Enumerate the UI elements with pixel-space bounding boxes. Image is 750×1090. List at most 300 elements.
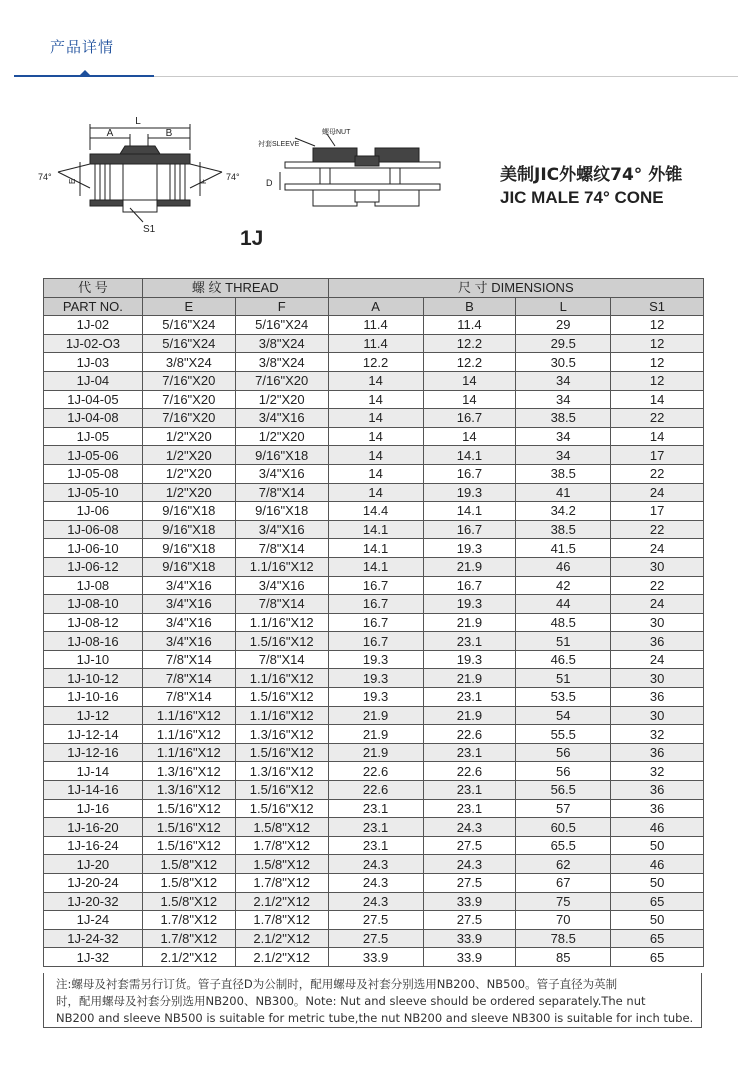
cell-thread-e: 1/2"X20: [142, 464, 235, 483]
cell-dim-s1: 36: [611, 781, 704, 800]
cell-thread-f: 1.5/16"X12: [235, 688, 328, 707]
cell-part-no: 1J-20: [44, 855, 143, 874]
cell-part-no: 1J-12-14: [44, 725, 143, 744]
cell-dim-s1: 36: [611, 799, 704, 818]
table-row: [44, 576, 704, 595]
cell-thread-e: 5/16"X24: [142, 316, 235, 335]
cell-dim-s1: 22: [611, 409, 704, 428]
cell-thread-e: 1.7/8"X12: [142, 929, 235, 948]
table-row: [44, 371, 704, 390]
cell-dim-a: 24.3: [328, 855, 423, 874]
cell-dim-b: 19.3: [423, 595, 516, 614]
cell-dim-l: 29: [516, 316, 611, 335]
cell-dim-s1: 36: [611, 632, 704, 651]
cell-dim-b: 16.7: [423, 464, 516, 483]
label-angle-right: 74°: [226, 172, 240, 182]
cell-dim-l: 62: [516, 855, 611, 874]
cell-thread-e: 1.3/16"X12: [142, 781, 235, 800]
table-row: [44, 650, 704, 669]
cell-part-no: 1J-12-16: [44, 743, 143, 762]
label-D: D: [266, 178, 273, 188]
cell-dim-l: 78.5: [516, 929, 611, 948]
cell-dim-s1: 17: [611, 446, 704, 465]
cell-dim-a: 19.3: [328, 669, 423, 688]
product-title-cn: 美制JIC外螺纹74° 外锥: [500, 165, 683, 185]
table-row: [44, 799, 704, 818]
cell-thread-f: 3/4"X16: [235, 409, 328, 428]
cell-thread-e: 3/4"X16: [142, 613, 235, 632]
cell-dim-b: 33.9: [423, 948, 516, 967]
cell-dim-b: 21.9: [423, 706, 516, 725]
cell-thread-e: 7/8"X14: [142, 688, 235, 707]
cell-dim-b: 24.3: [423, 855, 516, 874]
cell-thread-e: 1.1/16"X12: [142, 725, 235, 744]
label-A: A: [106, 128, 114, 139]
cell-dim-b: 19.3: [423, 539, 516, 558]
cell-thread-e: 3/4"X16: [142, 576, 235, 595]
label-E: E: [68, 178, 77, 184]
cell-dim-s1: 36: [611, 743, 704, 762]
cell-dim-l: 46.5: [516, 650, 611, 669]
cell-thread-e: 7/16"X20: [142, 371, 235, 390]
cell-part-no: 1J-10-16: [44, 688, 143, 707]
table-row: [44, 390, 704, 409]
table-row: [44, 316, 704, 335]
cell-part-no: 1J-24: [44, 911, 143, 930]
cell-dim-b: 21.9: [423, 613, 516, 632]
cell-thread-e: 1/2"X20: [142, 446, 235, 465]
cell-dim-b: 16.7: [423, 576, 516, 595]
note-line-2: 时，配用螺母及衬套分别选用NB200、NB300。Note: Nut and sleeve should be ordered separately.The nut: [56, 994, 646, 1008]
col-header-L: L: [516, 297, 611, 316]
cell-thread-f: 3/4"X16: [235, 576, 328, 595]
cell-part-no: 1J-14-16: [44, 781, 143, 800]
cell-thread-e: 1.5/16"X12: [142, 799, 235, 818]
table-row: [44, 836, 704, 855]
cell-dim-s1: 50: [611, 836, 704, 855]
cell-dim-b: 27.5: [423, 911, 516, 930]
cell-dim-s1: 12: [611, 316, 704, 335]
cell-dim-s1: 12: [611, 371, 704, 390]
cell-dim-l: 44: [516, 595, 611, 614]
cell-part-no: 1J-08-16: [44, 632, 143, 651]
cell-thread-e: 3/4"X16: [142, 632, 235, 651]
cell-dim-l: 65.5: [516, 836, 611, 855]
table-header-row-2: [44, 297, 704, 316]
cell-dim-s1: 30: [611, 706, 704, 725]
cell-part-no: 1J-04: [44, 371, 143, 390]
cell-dim-l: 34.2: [516, 502, 611, 521]
cell-dim-b: 12.2: [423, 334, 516, 353]
cell-part-no: 1J-12: [44, 706, 143, 725]
cell-dim-b: 14.1: [423, 446, 516, 465]
cell-thread-e: 5/16"X24: [142, 334, 235, 353]
table-row: [44, 911, 704, 930]
cell-thread-f: 7/16"X20: [235, 371, 328, 390]
cell-dim-a: 21.9: [328, 706, 423, 725]
cell-part-no: 1J-10: [44, 650, 143, 669]
cell-dim-s1: 12: [611, 353, 704, 372]
cell-dim-a: 21.9: [328, 743, 423, 762]
cell-thread-f: 1.5/8"X12: [235, 855, 328, 874]
cell-dim-a: 16.7: [328, 595, 423, 614]
cell-part-no: 1J-03: [44, 353, 143, 372]
cell-part-no: 1J-02-O3: [44, 334, 143, 353]
cell-dim-l: 60.5: [516, 818, 611, 837]
cell-dim-l: 56.5: [516, 781, 611, 800]
label-S1: S1: [143, 224, 156, 235]
table-row: [44, 948, 704, 967]
col-header-A: A: [328, 297, 423, 316]
cell-dim-s1: 46: [611, 855, 704, 874]
cell-dim-s1: 65: [611, 892, 704, 911]
cell-dim-s1: 30: [611, 669, 704, 688]
label-F: F: [199, 179, 208, 184]
cell-part-no: 1J-05-08: [44, 464, 143, 483]
header-accent-bar: [14, 75, 154, 77]
table-row: [44, 781, 704, 800]
cell-dim-l: 55.5: [516, 725, 611, 744]
table-row: [44, 688, 704, 707]
cell-thread-e: 1.1/16"X12: [142, 743, 235, 762]
cell-dim-l: 42: [516, 576, 611, 595]
cell-dim-l: 56: [516, 743, 611, 762]
cell-dim-l: 38.5: [516, 409, 611, 428]
cell-dim-a: 16.7: [328, 613, 423, 632]
cell-dim-a: 19.3: [328, 688, 423, 707]
cell-part-no: 1J-20-24: [44, 874, 143, 893]
cell-dim-a: 11.4: [328, 316, 423, 335]
cell-dim-l: 29.5: [516, 334, 611, 353]
cell-thread-e: 7/16"X20: [142, 390, 235, 409]
cell-dim-l: 34: [516, 446, 611, 465]
cell-part-no: 1J-05-06: [44, 446, 143, 465]
cell-dim-s1: 14: [611, 427, 704, 446]
cell-thread-f: 3/4"X16: [235, 464, 328, 483]
cell-dim-s1: 17: [611, 502, 704, 521]
cell-dim-s1: 24: [611, 483, 704, 502]
cell-dim-s1: 14: [611, 390, 704, 409]
table-row: [44, 446, 704, 465]
cell-thread-f: 1.1/16"X12: [235, 669, 328, 688]
cell-part-no: 1J-32: [44, 948, 143, 967]
cell-thread-f: 1.7/8"X12: [235, 911, 328, 930]
cell-dim-s1: 30: [611, 613, 704, 632]
note-line-3: NB200 and sleeve NB500 is suitable for metric tube,the nut NB200 and sleeve NB300 is suitable for inch tube.: [56, 1011, 694, 1025]
cell-dim-a: 24.3: [328, 892, 423, 911]
cell-thread-e: 1.5/16"X12: [142, 836, 235, 855]
cell-part-no: 1J-08-12: [44, 613, 143, 632]
cell-dim-a: 23.1: [328, 799, 423, 818]
cell-dim-a: 14: [328, 409, 423, 428]
header-thread: 螺 纹 THREAD: [142, 279, 328, 298]
cell-dim-b: 33.9: [423, 892, 516, 911]
table-row: [44, 874, 704, 893]
cell-thread-e: 1.1/16"X12: [142, 706, 235, 725]
cell-dim-a: 16.7: [328, 576, 423, 595]
label-B: B: [165, 128, 173, 139]
cell-dim-a: 23.1: [328, 818, 423, 837]
cell-dim-b: 19.3: [423, 650, 516, 669]
table-row: [44, 557, 704, 576]
cell-dim-b: 14: [423, 427, 516, 446]
table-row: [44, 725, 704, 744]
table-row: [44, 892, 704, 911]
cell-thread-e: 1/2"X20: [142, 483, 235, 502]
spec-table-body: [44, 316, 704, 967]
header-marker-triangle: [80, 70, 90, 75]
cell-thread-f: 3/8"X24: [235, 353, 328, 372]
cell-dim-a: 23.1: [328, 836, 423, 855]
cell-thread-f: 1/2"X20: [235, 390, 328, 409]
cell-thread-e: 2.1/2"X12: [142, 948, 235, 967]
cell-part-no: 1J-06-08: [44, 520, 143, 539]
cell-thread-e: 1.3/16"X12: [142, 762, 235, 781]
cell-dim-a: 27.5: [328, 929, 423, 948]
cell-thread-e: 7/8"X14: [142, 669, 235, 688]
header-dimensions: 尺 寸 DIMENSIONS: [328, 279, 703, 298]
cell-dim-s1: 65: [611, 948, 704, 967]
table-header-row-1: [44, 279, 704, 298]
table-row: [44, 632, 704, 651]
cell-thread-e: 7/8"X14: [142, 650, 235, 669]
col-header-S1: S1: [611, 297, 704, 316]
spec-table: [43, 278, 704, 967]
table-row: [44, 427, 704, 446]
cell-dim-a: 14: [328, 446, 423, 465]
cell-thread-f: 1.1/16"X12: [235, 557, 328, 576]
product-title-en: JIC MALE 74° CONE: [500, 188, 664, 207]
cell-thread-e: 7/16"X20: [142, 409, 235, 428]
table-row: [44, 706, 704, 725]
note-box: [43, 973, 702, 1028]
cell-thread-e: 9/16"X18: [142, 502, 235, 521]
cell-thread-f: 9/16"X18: [235, 446, 328, 465]
table-row: [44, 520, 704, 539]
cell-dim-a: 22.6: [328, 762, 423, 781]
cell-dim-s1: 22: [611, 576, 704, 595]
cell-thread-f: 2.1/2"X12: [235, 929, 328, 948]
cell-part-no: 1J-02: [44, 316, 143, 335]
cell-thread-f: 1.5/16"X12: [235, 632, 328, 651]
cell-part-no: 1J-08-10: [44, 595, 143, 614]
cell-part-no: 1J-04-05: [44, 390, 143, 409]
cell-thread-f: 1.5/16"X12: [235, 743, 328, 762]
table-row: [44, 855, 704, 874]
label-sleeve: 衬套SLEEVE: [258, 141, 300, 148]
cell-dim-l: 57: [516, 799, 611, 818]
cell-dim-l: 51: [516, 669, 611, 688]
cell-thread-e: 3/8"X24: [142, 353, 235, 372]
cell-thread-f: 3/4"X16: [235, 520, 328, 539]
cell-dim-a: 14.1: [328, 539, 423, 558]
cell-dim-b: 19.3: [423, 483, 516, 502]
cell-dim-l: 54: [516, 706, 611, 725]
cell-thread-e: 1.5/8"X12: [142, 874, 235, 893]
label-nut: 螺母NUT: [322, 129, 351, 136]
cell-thread-f: 9/16"X18: [235, 502, 328, 521]
cell-thread-f: 1.1/16"X12: [235, 706, 328, 725]
cell-dim-a: 21.9: [328, 725, 423, 744]
cell-thread-e: 1.5/8"X12: [142, 892, 235, 911]
cell-dim-b: 23.1: [423, 688, 516, 707]
cell-dim-l: 38.5: [516, 464, 611, 483]
table-row: [44, 743, 704, 762]
cell-dim-s1: 50: [611, 874, 704, 893]
table-row: [44, 669, 704, 688]
model-label: 1J: [240, 227, 264, 250]
cell-thread-f: 2.1/2"X12: [235, 892, 328, 911]
cell-thread-f: 7/8"X14: [235, 483, 328, 502]
col-header-E: E: [142, 297, 235, 316]
cell-thread-f: 1.7/8"X12: [235, 836, 328, 855]
cell-dim-s1: 32: [611, 725, 704, 744]
cell-dim-b: 23.1: [423, 632, 516, 651]
table-row: [44, 595, 704, 614]
table-row: [44, 929, 704, 948]
cell-dim-b: 23.1: [423, 799, 516, 818]
cell-dim-s1: 36: [611, 688, 704, 707]
cell-dim-a: 12.2: [328, 353, 423, 372]
cell-dim-b: 27.5: [423, 874, 516, 893]
cell-thread-f: 1.3/16"X12: [235, 762, 328, 781]
cell-dim-s1: 65: [611, 929, 704, 948]
cell-part-no: 1J-06-10: [44, 539, 143, 558]
cell-thread-f: 5/16"X24: [235, 316, 328, 335]
cell-dim-a: 33.9: [328, 948, 423, 967]
cell-dim-b: 27.5: [423, 836, 516, 855]
cell-dim-l: 51: [516, 632, 611, 651]
cell-dim-a: 14: [328, 483, 423, 502]
cell-dim-a: 14: [328, 371, 423, 390]
cell-part-no: 1J-24-32: [44, 929, 143, 948]
cell-dim-l: 70: [516, 911, 611, 930]
cell-dim-s1: 24: [611, 650, 704, 669]
cell-dim-a: 11.4: [328, 334, 423, 353]
cell-thread-f: 7/8"X14: [235, 539, 328, 558]
cell-dim-b: 12.2: [423, 353, 516, 372]
cell-dim-l: 41.5: [516, 539, 611, 558]
cell-dim-a: 14: [328, 427, 423, 446]
cell-thread-f: 2.1/2"X12: [235, 948, 328, 967]
cell-part-no: 1J-05-10: [44, 483, 143, 502]
cell-part-no: 1J-16: [44, 799, 143, 818]
table-row: [44, 353, 704, 372]
cell-part-no: 1J-04-08: [44, 409, 143, 428]
cell-dim-s1: 50: [611, 911, 704, 930]
cell-dim-a: 14.4: [328, 502, 423, 521]
table-row: [44, 464, 704, 483]
cell-thread-f: 7/8"X14: [235, 595, 328, 614]
cell-dim-s1: 30: [611, 557, 704, 576]
cell-part-no: 1J-20-32: [44, 892, 143, 911]
cell-thread-e: 9/16"X18: [142, 520, 235, 539]
cell-dim-a: 19.3: [328, 650, 423, 669]
cell-thread-f: 1.3/16"X12: [235, 725, 328, 744]
cell-part-no: 1J-10-12: [44, 669, 143, 688]
cell-thread-e: 1.7/8"X12: [142, 911, 235, 930]
cell-dim-b: 21.9: [423, 557, 516, 576]
cell-dim-l: 53.5: [516, 688, 611, 707]
table-row: [44, 502, 704, 521]
cell-thread-f: 1/2"X20: [235, 427, 328, 446]
col-header-F: F: [235, 297, 328, 316]
table-row: [44, 762, 704, 781]
cell-dim-a: 16.7: [328, 632, 423, 651]
cell-thread-f: 1.1/16"X12: [235, 613, 328, 632]
cell-dim-a: 22.6: [328, 781, 423, 800]
cell-dim-b: 33.9: [423, 929, 516, 948]
cell-thread-e: 1/2"X20: [142, 427, 235, 446]
cell-part-no: 1J-08: [44, 576, 143, 595]
cell-thread-e: 1.5/8"X12: [142, 855, 235, 874]
cell-thread-f: 7/8"X14: [235, 650, 328, 669]
section-title: 产品详情: [50, 38, 115, 56]
cell-thread-f: 1.5/8"X12: [235, 818, 328, 837]
header-code-cn: 代 号: [44, 279, 143, 298]
cell-dim-s1: 24: [611, 595, 704, 614]
cell-part-no: 1J-05: [44, 427, 143, 446]
cell-dim-b: 23.1: [423, 743, 516, 762]
cell-part-no: 1J-14: [44, 762, 143, 781]
cell-dim-b: 22.6: [423, 725, 516, 744]
label-angle-left: 74°: [38, 172, 52, 182]
table-row: [44, 483, 704, 502]
cell-dim-l: 41: [516, 483, 611, 502]
cell-part-no: 1J-06-12: [44, 557, 143, 576]
table-row: [44, 334, 704, 353]
cell-thread-e: 1.5/16"X12: [142, 818, 235, 837]
cell-thread-e: 9/16"X18: [142, 557, 235, 576]
cell-dim-b: 22.6: [423, 762, 516, 781]
cell-dim-a: 14.1: [328, 557, 423, 576]
cell-dim-l: 67: [516, 874, 611, 893]
cell-dim-s1: 46: [611, 818, 704, 837]
cell-dim-b: 14.1: [423, 502, 516, 521]
cell-dim-s1: 12: [611, 334, 704, 353]
cell-thread-f: 1.7/8"X12: [235, 874, 328, 893]
cell-dim-b: 14: [423, 390, 516, 409]
cell-dim-b: 16.7: [423, 520, 516, 539]
cell-dim-b: 21.9: [423, 669, 516, 688]
cell-dim-a: 14: [328, 464, 423, 483]
cell-part-no: 1J-06: [44, 502, 143, 521]
cell-thread-e: 3/4"X16: [142, 595, 235, 614]
cell-dim-a: 27.5: [328, 911, 423, 930]
cell-dim-a: 14.1: [328, 520, 423, 539]
cell-dim-l: 34: [516, 390, 611, 409]
table-row: [44, 613, 704, 632]
cell-dim-b: 16.7: [423, 409, 516, 428]
note-line-1: 注:螺母及衬套需另行订货。管子直径D为公制时，配用螺母及衬套分别选用NB200、NB500。管子直径为英制: [56, 977, 618, 991]
cell-dim-l: 38.5: [516, 520, 611, 539]
cell-dim-s1: 32: [611, 762, 704, 781]
cell-part-no: 1J-16-20: [44, 818, 143, 837]
cell-part-no: 1J-16-24: [44, 836, 143, 855]
col-header-B: B: [423, 297, 516, 316]
header-code-en: PART NO.: [44, 297, 143, 316]
cell-dim-l: 30.5: [516, 353, 611, 372]
cell-dim-l: 34: [516, 371, 611, 390]
cell-dim-b: 11.4: [423, 316, 516, 335]
cell-dim-b: 14: [423, 371, 516, 390]
cell-dim-l: 56: [516, 762, 611, 781]
cell-dim-s1: 22: [611, 464, 704, 483]
cell-dim-a: 14: [328, 390, 423, 409]
cell-dim-l: 75: [516, 892, 611, 911]
cell-dim-b: 24.3: [423, 818, 516, 837]
table-row: [44, 539, 704, 558]
